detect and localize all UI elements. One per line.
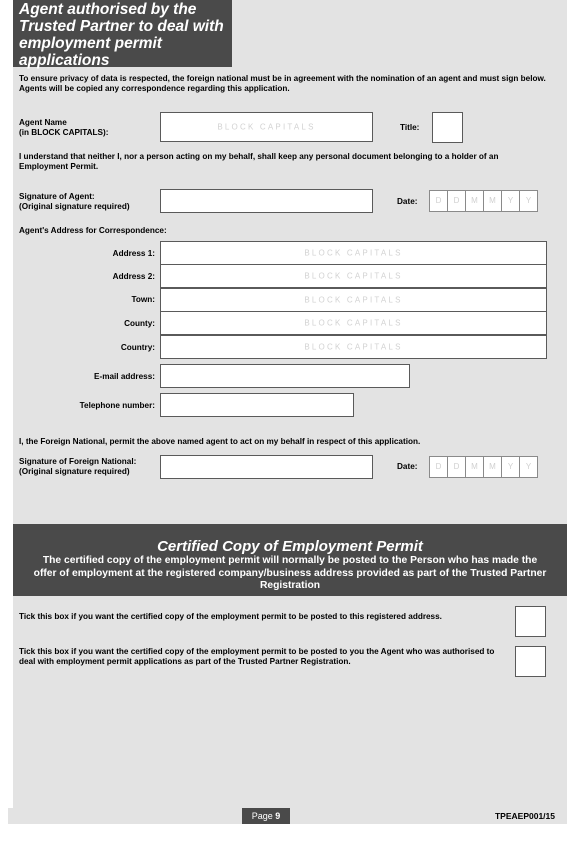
certified-copy-banner bbox=[13, 524, 567, 596]
county-label: County: bbox=[124, 319, 155, 328]
telephone-label: Telephone number: bbox=[79, 401, 155, 410]
date-digit-cell[interactable]: D bbox=[429, 190, 448, 212]
telephone-field[interactable] bbox=[160, 393, 354, 417]
tick-agent-checkbox[interactable] bbox=[515, 646, 546, 677]
town-field[interactable] bbox=[160, 288, 547, 312]
town-label: Town: bbox=[131, 295, 155, 304]
tick-registered-address-checkbox[interactable] bbox=[515, 606, 546, 637]
intro-text: To ensure privacy of data is respected, the foreign national must be in agreement with the nomination of an agent and must sign below. Agents will be copied any correspondence regarding this application. bbox=[19, 74, 546, 93]
page-indicator: Page 9 bbox=[242, 808, 290, 824]
country-label: Country: bbox=[120, 343, 155, 352]
date-digit-cell[interactable]: Y bbox=[501, 456, 520, 478]
date-digit-cell[interactable]: M bbox=[465, 190, 484, 212]
date-label: Date: bbox=[397, 197, 418, 206]
certified-copy-text: The certified copy of the employment permit will normally be posted to the Person who has made the offer of employment at the registered company/business address provided as part of the Trusted Partner Registration bbox=[33, 555, 547, 591]
address-1-label: Address 1: bbox=[112, 249, 155, 258]
town-placeholder: BLOCK CAPITALS bbox=[304, 295, 403, 305]
fn-signature-label: Signature of Foreign National: (Original signature required) bbox=[19, 457, 137, 476]
address-1-placeholder: BLOCK CAPITALS bbox=[304, 248, 403, 258]
fn-date-label: Date: bbox=[397, 462, 418, 471]
agent-signature-label: Signature of Agent: (Original signature required) bbox=[19, 192, 130, 211]
address-heading: Agent's Address for Correspondence: bbox=[19, 226, 167, 235]
certified-copy-title: Certified Copy of Employment Permit bbox=[157, 538, 423, 555]
date-digit-cell[interactable]: D bbox=[447, 190, 466, 212]
date-digit-cell[interactable]: M bbox=[483, 456, 502, 478]
email-field[interactable] bbox=[160, 364, 410, 388]
understand-text: I understand that neither I, nor a person acting on my behalf, shall keep any personal document belonging to a holder of an Employment Permit. bbox=[19, 152, 499, 171]
title-field[interactable] bbox=[432, 112, 463, 143]
address-2-field[interactable] bbox=[160, 264, 547, 288]
country-placeholder: BLOCK CAPITALS bbox=[304, 342, 403, 352]
country-field[interactable] bbox=[160, 335, 547, 359]
date-digit-cell[interactable]: Y bbox=[519, 456, 538, 478]
email-label: E-mail address: bbox=[94, 372, 155, 381]
form-reference: TPEAEP001/15 bbox=[494, 811, 555, 821]
section-title: Agent authorised by the Trusted Partner to deal with employment permit applications bbox=[13, 0, 232, 67]
address-1-field[interactable] bbox=[160, 241, 547, 265]
date-digit-cell[interactable]: D bbox=[447, 456, 466, 478]
fn-date-field[interactable] bbox=[430, 456, 538, 478]
date-digit-cell[interactable]: M bbox=[465, 456, 484, 478]
fn-signature-field[interactable] bbox=[160, 455, 373, 479]
permit-text: I, the Foreign National, permit the above named agent to act on my behalf in respect of this application. bbox=[19, 437, 421, 446]
date-digit-cell[interactable]: M bbox=[483, 190, 502, 212]
agent-name-label: Agent Name (in BLOCK CAPITALS): bbox=[19, 118, 109, 137]
address-2-label: Address 2: bbox=[112, 272, 155, 281]
tick-registered-address-text: Tick this box if you want the certified copy of the employment permit to be posted to this registered address. bbox=[19, 612, 442, 621]
tick-agent-text: Tick this box if you want the certified copy of the employment permit to be posted to you the Agent who was authorised to deal with employment permit applications as part of the Trusted Partner Registration. bbox=[19, 647, 495, 666]
agent-date-field[interactable] bbox=[430, 190, 538, 212]
date-digit-cell[interactable]: Y bbox=[519, 190, 538, 212]
title-label: Title: bbox=[400, 123, 420, 132]
agent-name-placeholder: BLOCK CAPITALS bbox=[217, 122, 316, 132]
county-field[interactable] bbox=[160, 311, 547, 335]
date-digit-cell[interactable]: Y bbox=[501, 190, 520, 212]
agent-signature-field[interactable] bbox=[160, 189, 373, 213]
agent-name-field[interactable] bbox=[160, 112, 373, 142]
date-digit-cell[interactable]: D bbox=[429, 456, 448, 478]
address-2-placeholder: BLOCK CAPITALS bbox=[304, 271, 403, 281]
county-placeholder: BLOCK CAPITALS bbox=[304, 318, 403, 328]
